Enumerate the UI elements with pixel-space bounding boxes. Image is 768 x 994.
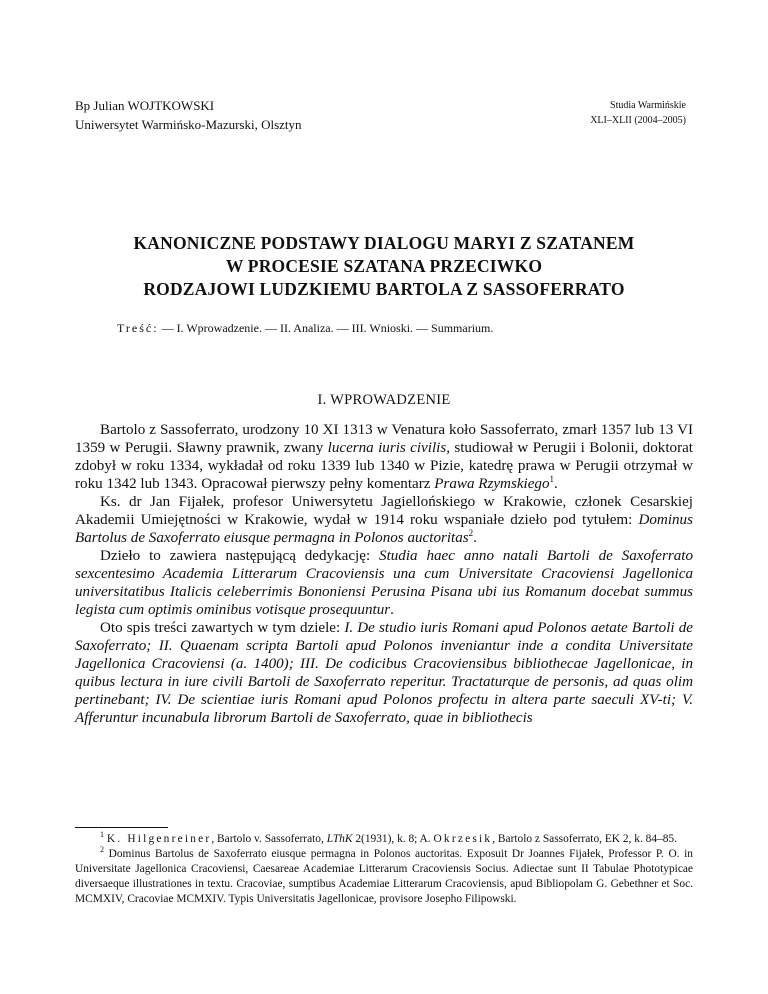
title-line-2: W PROCESIE SZATANA PRZECIWKO — [225, 256, 543, 276]
author-affiliation: Uniwersytet Warmińsko-Mazurski, Olsztyn — [75, 117, 302, 132]
contents-list: I. De studio iuris Romani apud Polonos aetate Bartoli de Saxoferrato; II. Quaenam scripta Bartoli apud Polonos inveniantur inde a condita Universitate Jagellonica Cracoviensi (a. 1400); III. De codicibus Cracoviensibus bibliothecae Jagellonicae, in quibus lectura in iure civili Bartoli de Saxoferrato reperitur. Tractaturque de personis, ad quas olim pertinebant; IV. De scientiae iuris Romani apud Polonos profectu in altera parte saeculi XV-ti; V. Afferuntur incunabula librorum Bartoli de Saxoferrato, quae in bibliothecis — [75, 620, 693, 726]
title-line-3: RODZAJOWI LUDZKIEMU BARTOLA Z SASSOFERRATO — [143, 279, 625, 299]
journal-volume: XLI–XLII (2004–2005) — [590, 115, 686, 126]
author-spaced: K. Hilgenreiner — [106, 833, 212, 845]
emphasis: Prawa Rzymskiego — [434, 476, 550, 492]
footnote-ref-2[interactable]: 2 — [468, 527, 474, 538]
footnote-separator — [75, 827, 168, 828]
book-title: Dominus Bartolus de Saxoferrato eiusque permagna in Polonos auctoritas — [75, 512, 693, 546]
paragraph-3: Dzieło to zawiera następującą dedykację: Studia haec anno natali Bartoli de Saxoferrato sexcentesimo Academia Litterarum Cracoviensis una cum Universitate Cracoviensi Jagellonica universitatibus Italicis celeberrimis Bononiensi Perusina Pisana ubi ius Romanum docebat summus legista cum optimis ominibus votisque prosequuntur. — [75, 548, 693, 618]
footnote-2: $^2$ Dominus Bartolus de Saxoferrato eiusque permagna in Polonos auctoritas. Exposuit Dr Joannes Fijałek, Professor P. O. in Universitate Jagellonica Cracoviensi, Caesareae Academiae Litterarum Cracoviensis Socius. Adiectae sunt II Tabulae Phototypicae diversaeque illustrationes in textu. Cracoviae, sumptibus Academiae Litterarum Cracoviensis, apud Bibliopolam G. Gebethner et Soc. MCMXIV, Cracoviae MCMXIV. Typis Universitatis Jagellonicae, provisore Josepho Filipowski. — [75, 845, 693, 905]
dedication-text: Studia haec anno natali Bartoli de Saxoferrato sexcentesimo Academia Litterarum Cracoviensis una cum Universitate Cracoviensi Jagellonica universitatibus Italicis celeberrimis Bononiensi Perusina Pisana ubi ius Romanum docebat summus legista cum optimis ominibus votisque prosequuntur — [75, 548, 693, 618]
paragraph-4: Oto spis treści zawartych w tym dziele: I. De studio iuris Romani apud Polonos aetate Bartoli de Saxoferrato; II. Quaenam scripta Bartoli apud Polonos inveniantur inde a condita Universitate Jagellonica Cracoviensi (a. 1400); III. De codicibus Cracoviensibus bibliothecae Jagellonicae, in quibus lectura in iure civili Bartoli de Saxoferrato reperitur. Tractaturque de personis, ad quas olim pertinebant; IV. De scientiae iuris Romani apud Polonos profectu in altera parte saeculi XV-ti; V. Afferuntur incunabula librorum Bartoli de Saxoferrato, quae in bibliothecis — [75, 620, 693, 726]
running-header-left — [75, 96, 302, 134]
table-of-contents — [117, 321, 493, 336]
toc-items: — I. Wprowadzenie. — II. Analiza. — III. Wnioski. — Summarium. — [161, 321, 494, 335]
paragraph-1: Bartolo z Sassoferrato, urodzony 10 XI 1313 w Venatura koło Sassoferrato, zmarł 1357 lub 13 VI 1359 w Perugii. Sławny prawnik, zwany lucerna iuris civilis, studiował w Perugii i Bolonii, doktorat zdobył w roku 1334, wykładał od roku 1339 lub 1340 w Pizie, katedrę prawa w Perugii otrzymał w roku 1342 lub 1343. Opracował pierwszy pełny komentarz Prawa Rzymskiego$^1$. — [75, 422, 693, 492]
running-header-right — [590, 98, 686, 128]
title-line-1: KANONICZNE PODSTAWY DIALOGU MARYI Z SZATANEM — [133, 233, 635, 253]
footnote-ref-1[interactable]: 1 — [549, 473, 555, 484]
toc-label: Treść: — [117, 321, 159, 335]
section-heading: I. WPROWADZENIE — [317, 392, 451, 408]
author-name: Bp Julian WOJTKOWSKI — [75, 98, 215, 113]
body-text — [75, 421, 693, 727]
paragraph-2: Ks. dr Jan Fijałek, profesor Uniwersytetu Jagiellońskiego w Krakowie, członek Cesarskiej Akademii Umiejętności w Krakowie, wydał w 1914 roku wspaniałe dzieło pod tytułem: Dominus Bartolus de Saxoferrato eiusque permagna in Polonos auctoritas$^2$. — [75, 494, 693, 546]
article-title — [60, 232, 708, 301]
author-spaced: Okrzesik — [433, 833, 493, 845]
emphasis: lucerna iuris civilis — [327, 440, 447, 456]
footnote-1: $^1$ K. Hilgenreiner, Bartolo v. Sassoferrato, LThK 2(1931), k. 8; A. Okrzesik, Bartolo z Sassoferrato, EK 2, k. 84–85. — [100, 830, 677, 845]
footnotes — [75, 832, 693, 907]
journal-name: Studia Warmińskie — [610, 100, 686, 111]
